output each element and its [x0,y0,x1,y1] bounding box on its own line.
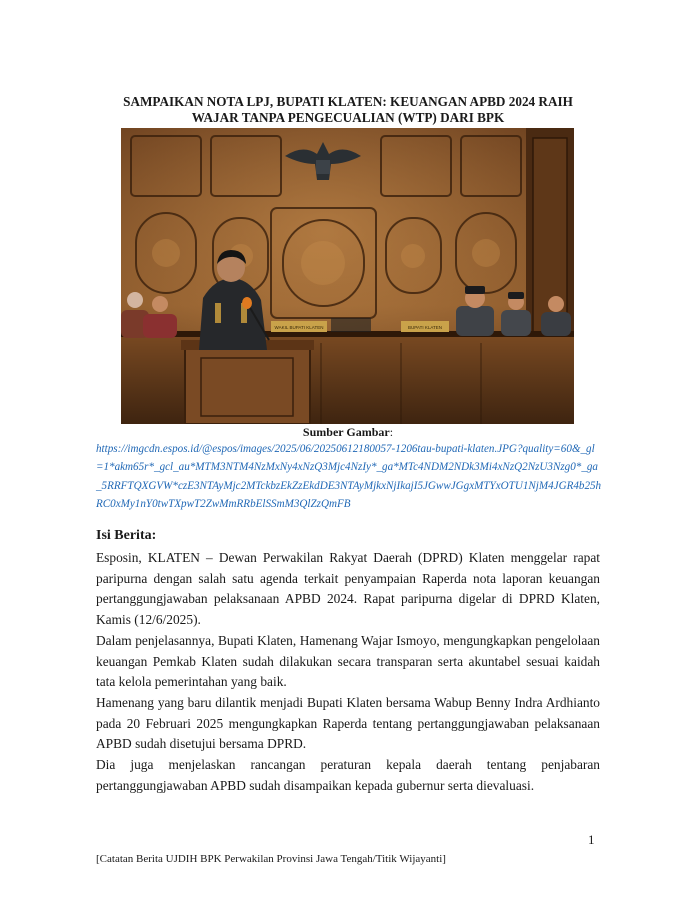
banner-label-regent: BUPATI KLATEN [407,325,443,330]
source-label-text: Sumber Gambar [302,425,390,439]
image-source-link[interactable]: https://imgcdn.espos.id/@espos/images/2025/06/20250612180057-1206tau-bupati-klaten.JPG?quality=60&_gl=1*akm65r*_gcl_au*MTM3NTM4NzMxNy4xNzQ3Mjc4NzIy*_ga*MTc4NDM2NDk3Mi4xNzQ2NzU3Nzg0*_ga_5RRFTQXGVW*czE3NTAyMjc2MTckbzEkZzEkdDE3NTAyMjkxNjIkajI5JGwwJGgxMTYxOTU1NjM4JGR4b25hRC0xMy1nY0twTXpwT2ZwMmRRbElSSmM3QlZzQmFB [96,443,602,510]
title-line-2: WAJAR TANPA PENGECUALIAN (WTP) DARI BPK [191,110,505,125]
article-title [96,94,600,126]
paragraph-1: Esposin, KLATEN – Dewan Perwakilan Rakyat Daerah (DPRD) Klaten menggelar rapat paripurna dengan salah satu agenda terkait penyampaian Raperda nota laporan keuangan pertanggungjawaban pelaksanaan APBD 2024. Rapat paripurna digelar di DPRD Klaten, Kamis (12/6/2025). [96,550,600,628]
source-label-colon: : [389,425,394,439]
page-number: 1 [588,832,595,847]
content-heading: Isi Berita: [96,528,157,543]
paragraph-4: Dia juga menjelaskan rancangan peraturan kepala daerah tentang penjabaran pertanggungjawaban APBD sudah disampaikan kepada gubernur serta dievaluasi. [96,757,600,793]
paragraph-3: Hamenang yang baru dilantik menjadi Bupati Klaten bersama Wabup Benny Indra Ardhianto pada 20 Februari 2025 mengungkapkan Raperda tentang pertanggungjawaban pelaksanaan APBD sudah disetujui bersama DPRD. [96,694,600,752]
news-photo [121,128,574,424]
article-body [96,548,600,796]
paragraph-2: Dalam penjelasannya, Bupati Klaten, Hamenang Wajar Ismoyo, mengungkapkan pengelolaan keuangan Pemkab Klaten sudah dilakukan secara transparan serta akuntabel sesuai kaidah tata kelola pemerintahan yang baik. [96,632,600,690]
footer-note: [Catatan Berita UJDIH BPK Perwakilan Provinsi Jawa Tengah/Titik Wijayanti] [96,853,446,865]
title-line-1: SAMPAIKAN NOTA LPJ, BUPATI KLATEN: KEUANGAN APBD 2024 RAIH [123,94,573,109]
image-source-label [0,426,696,439]
banner-label-deputy: WAKIL BUPATI KLATEN [274,325,324,330]
